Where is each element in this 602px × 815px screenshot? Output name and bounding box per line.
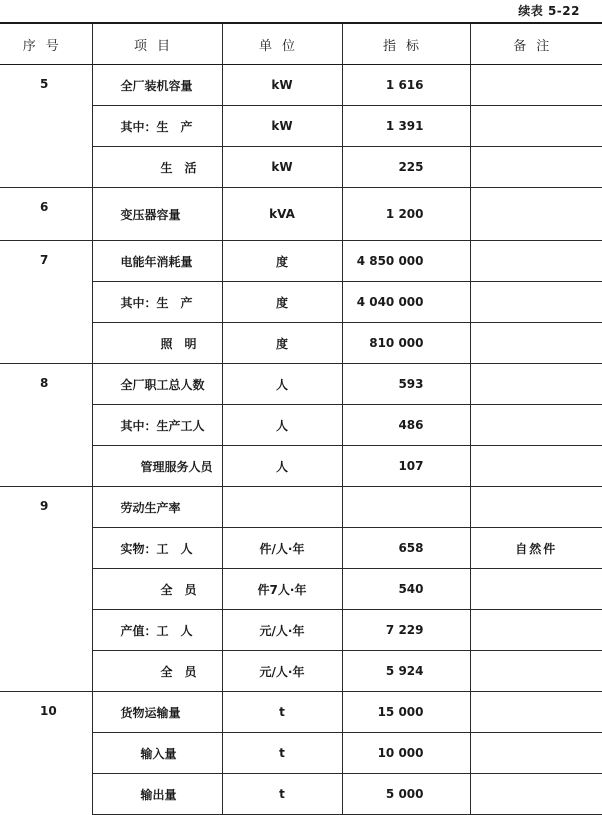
row-value — [342, 487, 470, 528]
table-row — [0, 241, 602, 282]
row-value: 540 — [342, 569, 470, 610]
header-note: 备注 — [470, 23, 602, 65]
row-seq-number: 7 — [0, 241, 92, 364]
row-note: 自然件 — [470, 528, 602, 569]
row-value: 107 — [342, 446, 470, 487]
row-unit: 元/人·年 — [222, 610, 342, 651]
row-unit: kVA — [222, 188, 342, 241]
row-note — [470, 106, 602, 147]
table-body — [0, 65, 602, 815]
row-note — [470, 446, 602, 487]
row-seq-number: 8 — [0, 364, 92, 487]
row-value: 810 000 — [342, 323, 470, 364]
row-unit: 人 — [222, 405, 342, 446]
row-unit: kW — [222, 65, 342, 106]
row-note — [470, 487, 602, 528]
row-note — [470, 774, 602, 815]
header-seq: 序号 — [0, 23, 92, 65]
row-unit: t — [222, 774, 342, 815]
row-item-name: 照 明 — [92, 323, 222, 364]
row-unit: 件/人·年 — [222, 528, 342, 569]
table-row — [0, 364, 602, 405]
row-value: 4 850 000 — [342, 241, 470, 282]
row-unit: kW — [222, 147, 342, 188]
row-note — [470, 733, 602, 774]
row-unit — [222, 487, 342, 528]
row-item-name: 劳动生产率 — [92, 487, 222, 528]
row-unit: t — [222, 692, 342, 733]
table-row — [0, 692, 602, 733]
row-value: 10 000 — [342, 733, 470, 774]
row-value: 5 000 — [342, 774, 470, 815]
row-item-name: 生 活 — [92, 147, 222, 188]
row-seq-number: 10 — [0, 692, 92, 815]
header-unit: 单位 — [222, 23, 342, 65]
row-seq-number: 6 — [0, 188, 92, 241]
row-note — [470, 188, 602, 241]
row-item-name: 电能年消耗量 — [92, 241, 222, 282]
row-item-name: 全厂装机容量 — [92, 65, 222, 106]
row-unit: 人 — [222, 446, 342, 487]
row-value: 4 040 000 — [342, 282, 470, 323]
row-item-name: 管理服务人员 — [92, 446, 222, 487]
header-item: 项目 — [92, 23, 222, 65]
row-unit: t — [222, 733, 342, 774]
row-note — [470, 241, 602, 282]
row-seq-number: 9 — [0, 487, 92, 692]
row-item-name: 货物运输量 — [92, 692, 222, 733]
row-unit: kW — [222, 106, 342, 147]
row-item-name: 全 员 — [92, 651, 222, 692]
row-note — [470, 610, 602, 651]
row-unit: 度 — [222, 241, 342, 282]
row-note — [470, 323, 602, 364]
row-unit: 度 — [222, 282, 342, 323]
row-item-name: 全厂职工总人数 — [92, 364, 222, 405]
row-note — [470, 405, 602, 446]
row-unit: 人 — [222, 364, 342, 405]
row-value: 1 616 — [342, 65, 470, 106]
row-item-name: 输出量 — [92, 774, 222, 815]
row-item-name: 输入量 — [92, 733, 222, 774]
table-row — [0, 188, 602, 241]
row-value: 1 391 — [342, 106, 470, 147]
row-value: 7 229 — [342, 610, 470, 651]
row-value: 658 — [342, 528, 470, 569]
row-item-name: 变压器容量 — [92, 188, 222, 241]
row-item-name: 产值：工 人 — [92, 610, 222, 651]
row-item-name: 全 员 — [92, 569, 222, 610]
row-value: 15 000 — [342, 692, 470, 733]
row-unit: 度 — [222, 323, 342, 364]
row-item-name: 其中：生产工人 — [92, 405, 222, 446]
row-note — [470, 147, 602, 188]
row-value: 5 924 — [342, 651, 470, 692]
data-table — [0, 22, 602, 815]
header-row — [0, 23, 602, 65]
row-value: 593 — [342, 364, 470, 405]
row-item-name: 其中：生 产 — [92, 282, 222, 323]
table-caption: 续表 5-22 — [518, 4, 580, 18]
row-item-name: 实物：工 人 — [92, 528, 222, 569]
row-note — [470, 692, 602, 733]
row-note — [470, 65, 602, 106]
row-note — [470, 651, 602, 692]
row-seq-number: 5 — [0, 65, 92, 188]
table-row — [0, 65, 602, 106]
header-value: 指标 — [342, 23, 470, 65]
row-note — [470, 569, 602, 610]
row-value: 225 — [342, 147, 470, 188]
row-unit: 元/人·年 — [222, 651, 342, 692]
row-note — [470, 364, 602, 405]
row-item-name: 其中：生 产 — [92, 106, 222, 147]
row-note — [470, 282, 602, 323]
table-row — [0, 487, 602, 528]
row-value: 486 — [342, 405, 470, 446]
row-unit: 件7人·年 — [222, 569, 342, 610]
row-value: 1 200 — [342, 188, 470, 241]
